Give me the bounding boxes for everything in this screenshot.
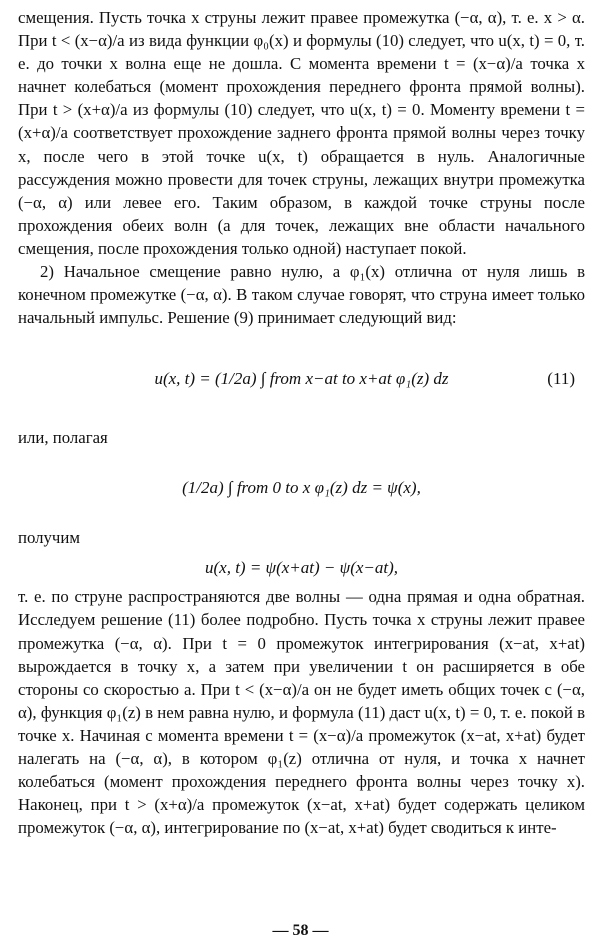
formula-psi-body: (1/2a) ∫ from 0 to x φ₁(z) dz = ψ(x), [182, 478, 421, 498]
page-number: — 58 — [272, 922, 329, 939]
formula-psi-definition [18, 451, 585, 525]
paragraph-2: 2) Начальное смещение равно нулю, а φ₁(x) отлична от нуля лишь в конечном промежутке (−α, α). В таком случае говорят, что струна имеет только начальный импульс. Решение (9) принимает следующий вид: [18, 262, 585, 328]
formula-11 [18, 333, 585, 425]
formula-u-psi [18, 551, 585, 585]
text-poluchim: получим [18, 528, 80, 548]
paragraph-3: т. е. по струне распространяются две волны — одна прямая и одна обратная. Исследуем решение (11) более подробно. Пусть точка x струны лежит правее промежутка (−α, α). При t = 0 промежуток интегрирования (x−at, x+at) вырождается в точку x, а затем при увеличении t он расширяется в обе стороны со скоростью a. При t < (x−α)/a он не будет иметь общих точек с (−α, α), функция φ₁(z) в нем равна нулю, и формула (11) даст u(x, t) = 0, т. е. покой в точке x. Начиная с момента времени t = (x−α)/a промежуток (x−at, x+at) будет налегать на (−α, α), в котором φ₁(z) отлична от нуля, и точка x начнет колебаться (момент прохождения переднего фронта волны через точку x). Наконец, при t > (x+α)/a промежуток (x−at, x+at) будет содержать целиком промежуток (−α, α), интегрирование по (x−at, x+at) будет сводиться к инте- [18, 587, 585, 838]
text-ili: или, полагая [18, 428, 108, 448]
equation-number-11: (11) [547, 369, 575, 389]
formula-u-psi-body: u(x, t) = ψ(x+at) − ψ(x−at), [204, 558, 399, 578]
paragraph-1: смещения. Пусть точка x струны лежит правее промежутка (−α, α), т. е. x > α. При t < (x−α)/a из вида функции φ₀(x) и формулы (10) следует, что u(x, t) = 0, т. е. до точки x волна еще не дошла. С момента времени t = (x−α)/a точка x начнет колебаться (момент прохождения переднего фронта прямой волны). При t > (x+α)/a из формулы (10) следует, что u(x, t) = 0. Моменту времени t = (x+α)/a соответствует прохождение заднего фронта прямой волны через точку x, после чего в этой точке u(x, t) обращается в нуль. Аналогичные рассуждения можно провести для точек струны, лежащих внутри промежутка (−α, α) или левее его. Таким образом, в каждой точке струны после прохождения обеих волн (а для точек, лежащих вне области начального смещения, после прохождения только одной) наступает покой. [18, 8, 585, 258]
formula-11-body: u(x, t) = (1/2a) ∫ from x−at to x+at φ₁(z) dz [154, 369, 449, 389]
